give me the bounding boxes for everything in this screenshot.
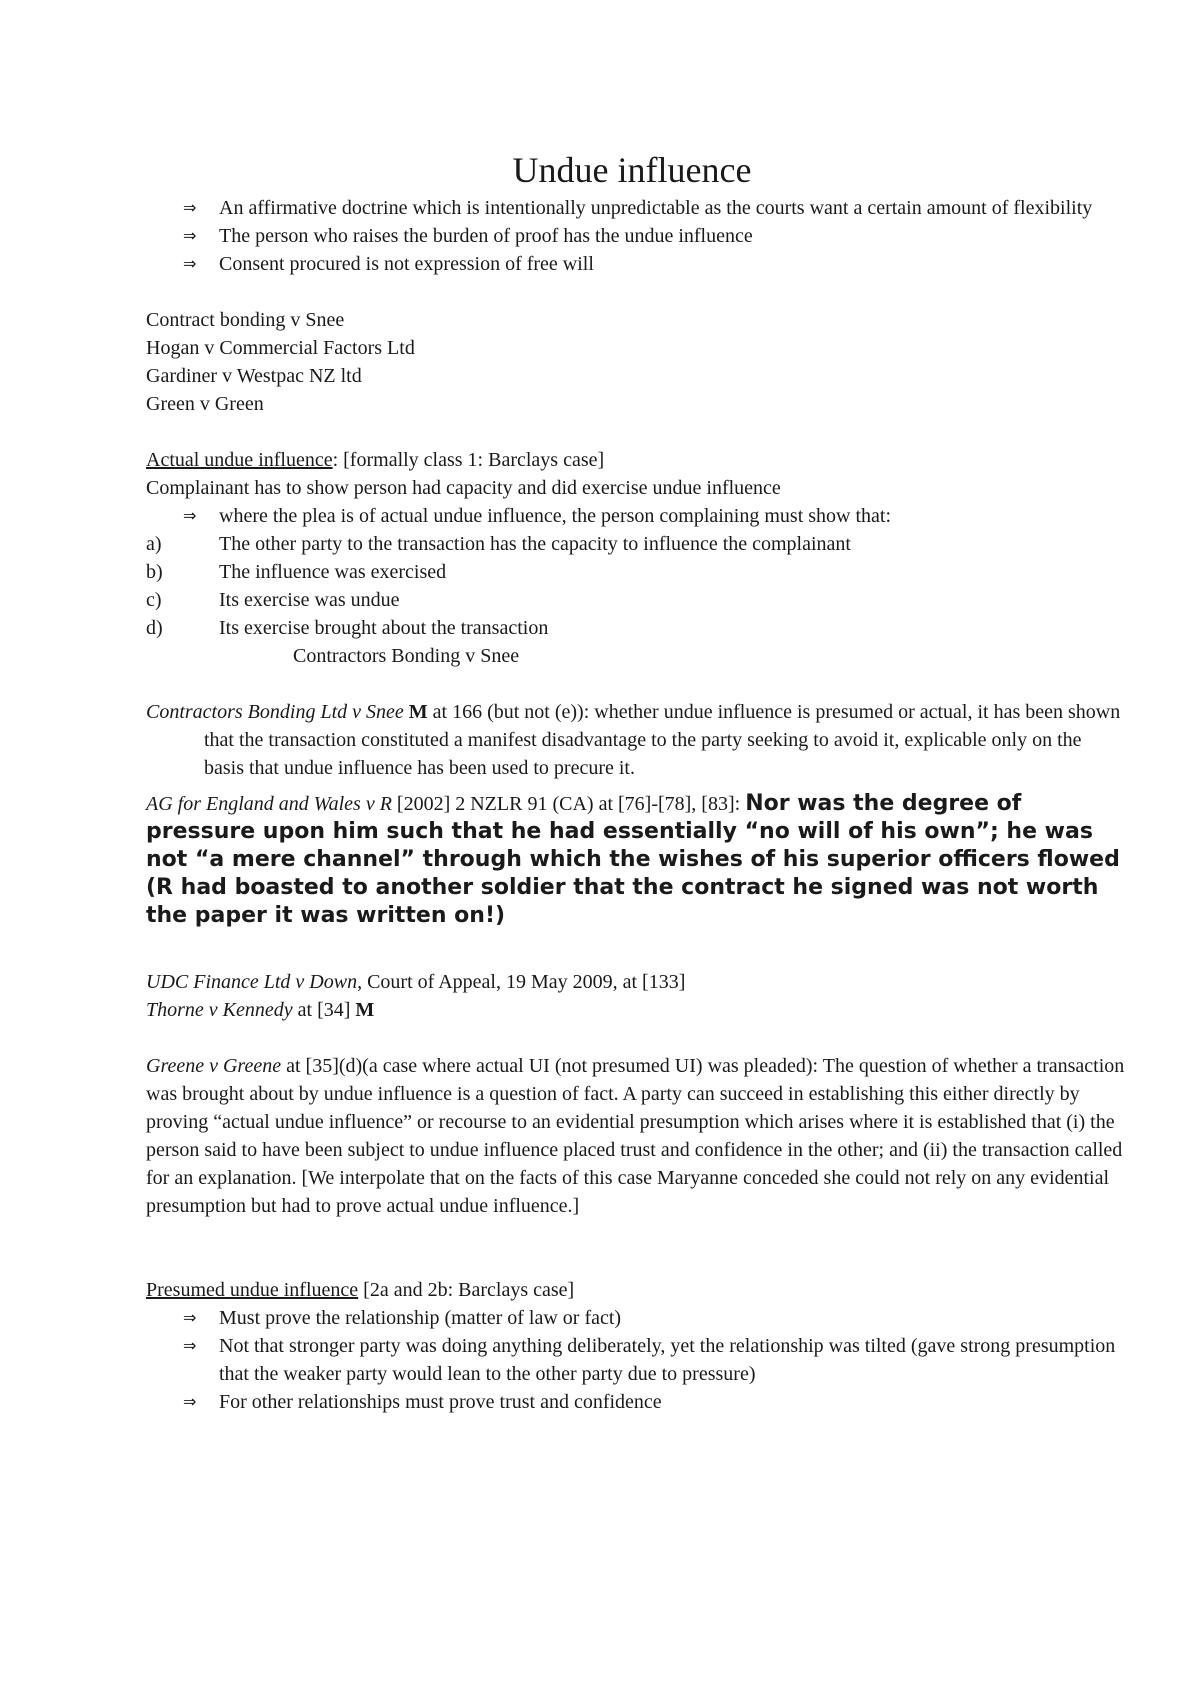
arrow-icon: ⇒	[183, 1392, 197, 1411]
arrow-icon: ⇒	[183, 506, 197, 525]
case-name: Greene v Greene	[146, 1055, 282, 1077]
case-name: UDC Finance Ltd v Down	[146, 971, 358, 993]
case-list-item: Gardiner v Westpac NZ ltd	[146, 365, 362, 387]
arrow-icon: ⇒	[183, 198, 197, 217]
greene-paragraph: Greene v Greene at [35](d)(a case where actual UI (not presumed UI) was pleaded): The question of whether a transaction was brought about by undue influence is a question of fact. A party can succeed in establishing this either directly by proving “actual undue influence” or recourse to an evidential presumption which arises where it is established that (i) the person said to have been subject to undue influence placed trust and confidence in the other; and (ii) the transaction called for an explanation. [We interpolate that on the facts of this case Maryanne conceded she could not rely on any evidential presumption but had to prove actual undue influence.]	[146, 1055, 1125, 1217]
contractors-paragraph: Contractors Bonding Ltd v Snee M at 166 (but not (e)): whether undue influence is presumed or actual, it has been shown that the transaction constituted a manifest disadvantage to the party seeking to avoid it, explicable only on the basis that undue influence has been used to precure it.	[146, 701, 1121, 779]
presumed-bullet: ⇒ Must prove the relationship (matter of law or fact)	[146, 1304, 1126, 1332]
requirement-item: b) The influence was exercised	[146, 561, 447, 583]
m-marker: M	[408, 701, 428, 723]
thorne-line: Thorne v Kennedy at [34] M	[146, 999, 375, 1021]
actual-heading-line: Actual undue influence: [formally class 1: Barclays case]	[146, 449, 605, 471]
presumed-heading-line: Presumed undue influence [2a and 2b: Barclays case]	[146, 1279, 575, 1301]
arrow-icon: ⇒	[183, 1308, 197, 1327]
requirement-item: d) Its exercise brought about the transaction	[146, 617, 549, 639]
udc-line: UDC Finance Ltd v Down, Court of Appeal, 19 May 2009, at [133]	[146, 971, 686, 993]
intro-bullet-list	[146, 194, 1126, 278]
case-list-item: Contract bonding v Snee	[146, 309, 345, 331]
arrow-icon: ⇒	[183, 254, 197, 273]
case-name: AG for England and Wales v R	[146, 793, 392, 815]
presumed-bullet-list	[146, 1304, 1126, 1416]
presumed-bullet: ⇒ For other relationships must prove trust and confidence	[146, 1388, 1126, 1416]
requirement-item: c) Its exercise was undue	[146, 589, 400, 611]
presumed-heading: Presumed undue influence	[146, 1279, 359, 1301]
actual-intro: Complainant has to show person had capacity and did exercise undue influence	[146, 477, 781, 499]
ag-paragraph: AG for England and Wales v R [2002] 2 NZLR 91 (CA) at [76]-[78], [83]: Nor was the degree of pressure upon him such that he had essentially “no will of his own”; he was not “a mere channel” through which the wishes of his superior officers flowed (R had boasted to another soldier that the contract he signed was not worth the paper it was written on!)	[146, 791, 1120, 928]
actual-requirements	[146, 530, 1126, 642]
requirement-item: a) The other party to the transaction has the capacity to influence the complainant	[146, 533, 851, 555]
document-body	[146, 148, 1126, 1416]
intro-bullet: ⇒ An affirmative doctrine which is intentionally unpredictable as the courts want a certain amount of flexibility	[146, 194, 1126, 222]
presumed-bullet: ⇒ Not that stronger party was doing anything deliberately, yet the relationship was tilted (gave strong presumption that the weaker party would lean to the other party due to pressure)	[146, 1332, 1126, 1388]
case-list-item: Hogan v Commercial Factors Ltd	[146, 337, 415, 359]
m-marker: M	[355, 999, 375, 1021]
intro-bullet: ⇒ Consent procured is not expression of free will	[146, 250, 1126, 278]
case-reference: Contractors Bonding v Snee	[293, 645, 520, 667]
case-list	[146, 306, 1126, 418]
actual-heading: Actual undue influence	[146, 449, 333, 471]
intro-bullet: ⇒ The person who raises the burden of proof has the undue influence	[146, 222, 1126, 250]
arrow-icon: ⇒	[183, 1336, 197, 1355]
case-name: Contractors Bonding Ltd v Snee	[146, 701, 404, 723]
actual-bullet-list	[146, 502, 1126, 530]
case-list-item: Green v Green	[146, 393, 264, 415]
document-title: Undue influence	[512, 150, 752, 190]
case-name: Thorne v Kennedy	[146, 999, 293, 1021]
arrow-icon: ⇒	[183, 226, 197, 245]
ag-quote: Nor was the degree of pressure upon him such that he had essentially “no will of his own”; he was not “a mere channel” through which the wishes of his superior officers flowed (R had boasted to another soldier that the contract he signed was not worth the paper it was written on!)	[146, 791, 1120, 928]
actual-bullet: ⇒ where the plea is of actual undue influence, the person complaining must show that:	[146, 502, 1126, 530]
